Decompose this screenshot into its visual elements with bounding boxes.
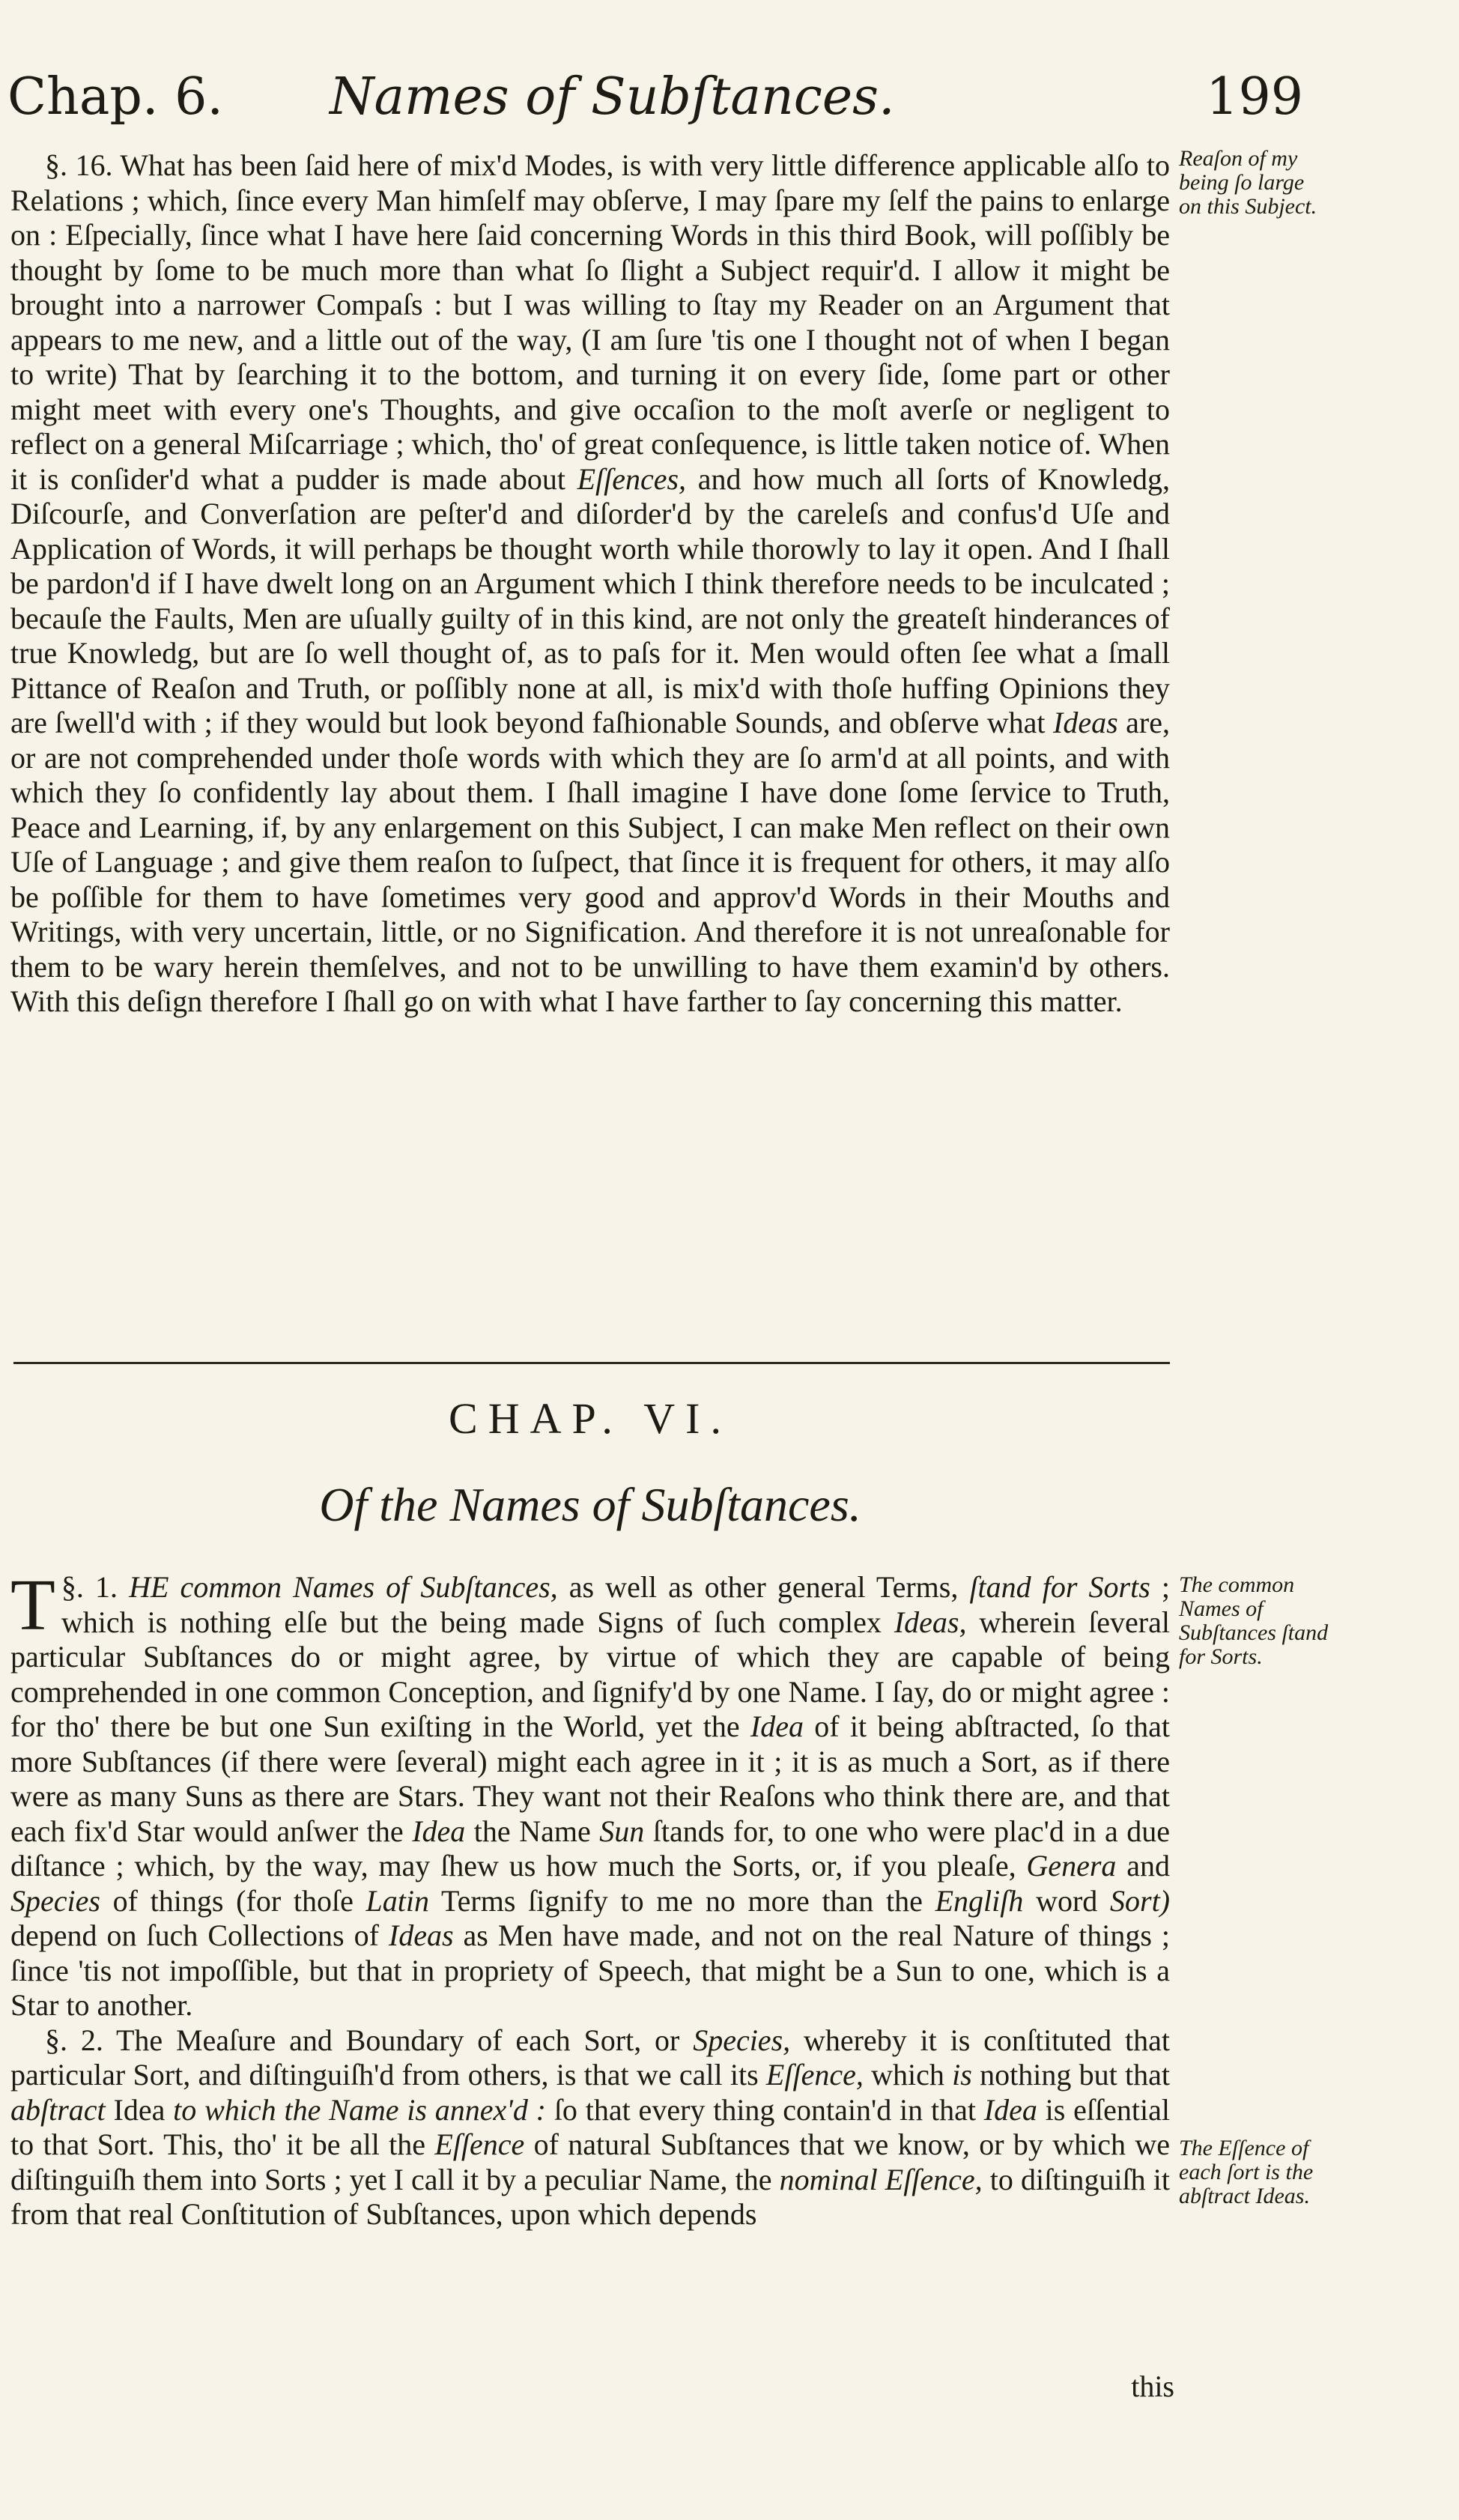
- text-run: depend on ſuch Collections of: [10, 1918, 389, 1952]
- chapter-6-text: [10, 1565, 1171, 2232]
- text-run: is eſſential to that Sort. This, tho' it be all the: [10, 2092, 1170, 2161]
- running-head: [7, 67, 1303, 135]
- italic-run: Sun: [599, 1814, 645, 1848]
- running-head-chapter: Chap. 6.: [7, 67, 224, 127]
- margin-note-essence: The Eſſence of each ſort is the abſtract Ideas.: [1179, 2136, 1314, 2208]
- text-run: of natural Subſtances that we know, or by which we diſtinguiſh them into Sorts ; yet I call it by a peculiar Name, the: [10, 2127, 1170, 2196]
- paragraph-section-1: [10, 1565, 1171, 2023]
- paragraph-section-16: [10, 148, 1170, 1020]
- margin-note-reason: Reaſon of my being ſo large on this Subject.: [1179, 146, 1317, 219]
- section-16-text: [10, 148, 1170, 1020]
- italic-run: Species: [10, 1883, 100, 1918]
- text-run: ſo that every thing contain'd in that: [546, 2092, 984, 2127]
- paragraph-section-2: [10, 2023, 1170, 2232]
- chapter-heading: CHAP. VI.: [449, 1394, 732, 1443]
- text-run: nothing but that: [971, 2058, 1170, 2092]
- italic-run: Eſſence: [434, 2127, 525, 2161]
- running-head-title: Names of Subſtances.: [330, 67, 895, 127]
- italic-run: Ideas,: [894, 1605, 967, 1639]
- text-run: and: [1116, 1849, 1170, 1883]
- italic-run: Idea: [750, 1709, 804, 1743]
- italic-run: Genera: [1026, 1849, 1117, 1883]
- section-number: §. 16.: [45, 148, 113, 182]
- italic-run: is: [952, 2058, 972, 2092]
- drop-cap: T: [10, 1565, 55, 1646]
- italic-run: abſtract: [10, 2092, 106, 2127]
- italic-run: Eſſences,: [577, 461, 687, 496]
- italic-run: to which the Name is annex'd :: [173, 2092, 546, 2127]
- text-run: as Men have made, and not on the real Nature of things ; ſince 'tis not impoſſible, but that in propriety of Speech, that might be a Sun to one, which is a Star to another.: [10, 1918, 1170, 2022]
- section-divider: [13, 1362, 1170, 1364]
- italic-run: ſtand for Sorts: [969, 1570, 1150, 1604]
- text-run: and how much all ſorts of Knowledg, Diſcourſe, and Converſation are peſter'd and diſorder'd by the careleſs and confus'd Uſe and Application of Words, it will perhaps be thought worth while thorowly to lay it open. And I ſhall be pardon'd if I have dwelt long on an Argument which I think therefore needs to be inculcated ; becauſe the Faults, Men are uſually guilty of in this kind, are not only the greateſt hinderances of true Knowledg, but are ſo well thought of, as to paſs for it. Men would often ſee what a ſmall Pittance of Reaſon and Truth, or poſſibly none at all, is mix'd with thoſe huffing Opinions they are ſwell'd with ; if they would but look beyond faſhionable Sounds, and obſerve what: [10, 461, 1171, 739]
- italic-run: Idea: [983, 2092, 1037, 2127]
- italic-run: Ideas: [388, 1918, 454, 1952]
- text-run: ſtands for, to one who were plac'd in a due diſtance ; which, by the way, may ſhew us how much the Sorts, or, if you pleaſe,: [10, 1814, 1171, 1883]
- text-run: the Name: [465, 1814, 600, 1848]
- text-run: What has been ſaid here of mix'd Modes, is with very little difference applicable alſo to Relations ; which, ſince every Man himſelf may obſerve, I may ſpare my ſelf the pains to enlarge on : Eſpecially, ſince what I have here ſaid concerning Words in this third Book, will poſſibly be thought by ſome to be much more than what ſo ſlight a Subject requir'd. I allow it might be brought into a narrower Compaſs : but I was willing to ſtay my Reader on an Argument that appears to me new, and a little out of the way, (I am ſure 'tis one I thought not of when I began to write) That by ſearching it to the bottom, and turning it on every ſide, ſome part or other might meet with every one's Thoughts, and give occaſion to the moſt averſe or negligent to reflect on a general Miſcarriage ; which, tho' of great conſequence, is little taken notice of. When it is conſider'd what a pudder is made about: [10, 148, 1171, 496]
- text-run: of things (for thoſe: [100, 1883, 366, 1918]
- italic-run: Latin: [365, 1883, 430, 1918]
- text-run: The Meaſure and Boundary of each Sort, or: [103, 2023, 694, 2057]
- text-run: to diſtinguiſh it from that real Conſtitution of Subſtances, upon which depends: [10, 2162, 1170, 2231]
- page-number: 199: [1206, 67, 1303, 127]
- text-run: which: [863, 2058, 953, 2092]
- section-number: §. 2.: [45, 2023, 103, 2057]
- text-run: whereby it is conſtituted that particular Sort, and diſtinguiſh'd from others, is that we call its: [10, 2023, 1170, 2092]
- italic-run: Eſſence,: [765, 2058, 864, 2092]
- catchword: this: [1131, 2369, 1174, 2403]
- text-run: word: [1023, 1883, 1110, 1918]
- text-run: are, or are not comprehended under thoſe words with which they are ſo arm'd at all points, and with which they ſo confidently lay about them. I ſhall imagine I have done ſome ſervice to Truth, Peace and Learning, if, by any enlargement on this Subject, I can make Men reflect on their own Uſe of Language ; and give them reaſon to ſuſpect, that ſince it is frequent for others, it may alſo be poſſible for them to have ſometimes very good and approv'd Words in their Mouths and Writings, with very uncertain, little, or no Signification. And therefore it is not unreaſonable for them to be wary herein themſelves, and not to be unwilling to have them examin'd by others. With this deſign therefore I ſhall go on with what I have farther to ſay concerning this matter.: [10, 706, 1170, 1018]
- italic-run: HE common Names of Subſtances,: [129, 1570, 558, 1604]
- italic-run: nominal Eſſence,: [779, 2162, 983, 2196]
- italic-run: Idea: [412, 1814, 466, 1848]
- italic-run: Species,: [693, 2023, 791, 2057]
- text-run: Terms ſignify to me no more than the: [429, 1883, 935, 1918]
- text-run: of it being abſtracted, ſo that more Subſtances (if there were ſeveral) might each agree in it ; it is as much a Sort, as if there were as many Suns as there are Stars. They want not their Reaſons who think there are, and that each fix'd Star would anſwer the: [10, 1709, 1171, 1848]
- text-run: ; which is nothing elſe but the being made Signs of ſuch complex: [61, 1570, 1171, 1639]
- text-run: as well as other general Terms,: [557, 1570, 970, 1604]
- italic-run: Ideas: [1053, 706, 1118, 739]
- text-run: wherein ſeveral particular Subſtances do or might agree, by virtue of which they are capable of being comprehended in one common Conception, and ſignify'd by one Name. I ſay, do or might agree : for tho' there be but one Sun exiſting in the World, yet the: [10, 1605, 1170, 1743]
- margin-note-common-names: The common Names of Subſtances ſtand for Sorts.: [1179, 1572, 1329, 1669]
- section-number: §. 1.: [61, 1570, 118, 1604]
- chapter-subtitle: Of the Names of Subſtances.: [319, 1478, 861, 1531]
- italic-run: Sort): [1110, 1883, 1170, 1918]
- italic-run: Engliſh: [935, 1883, 1024, 1918]
- text-run: Idea: [105, 2092, 174, 2127]
